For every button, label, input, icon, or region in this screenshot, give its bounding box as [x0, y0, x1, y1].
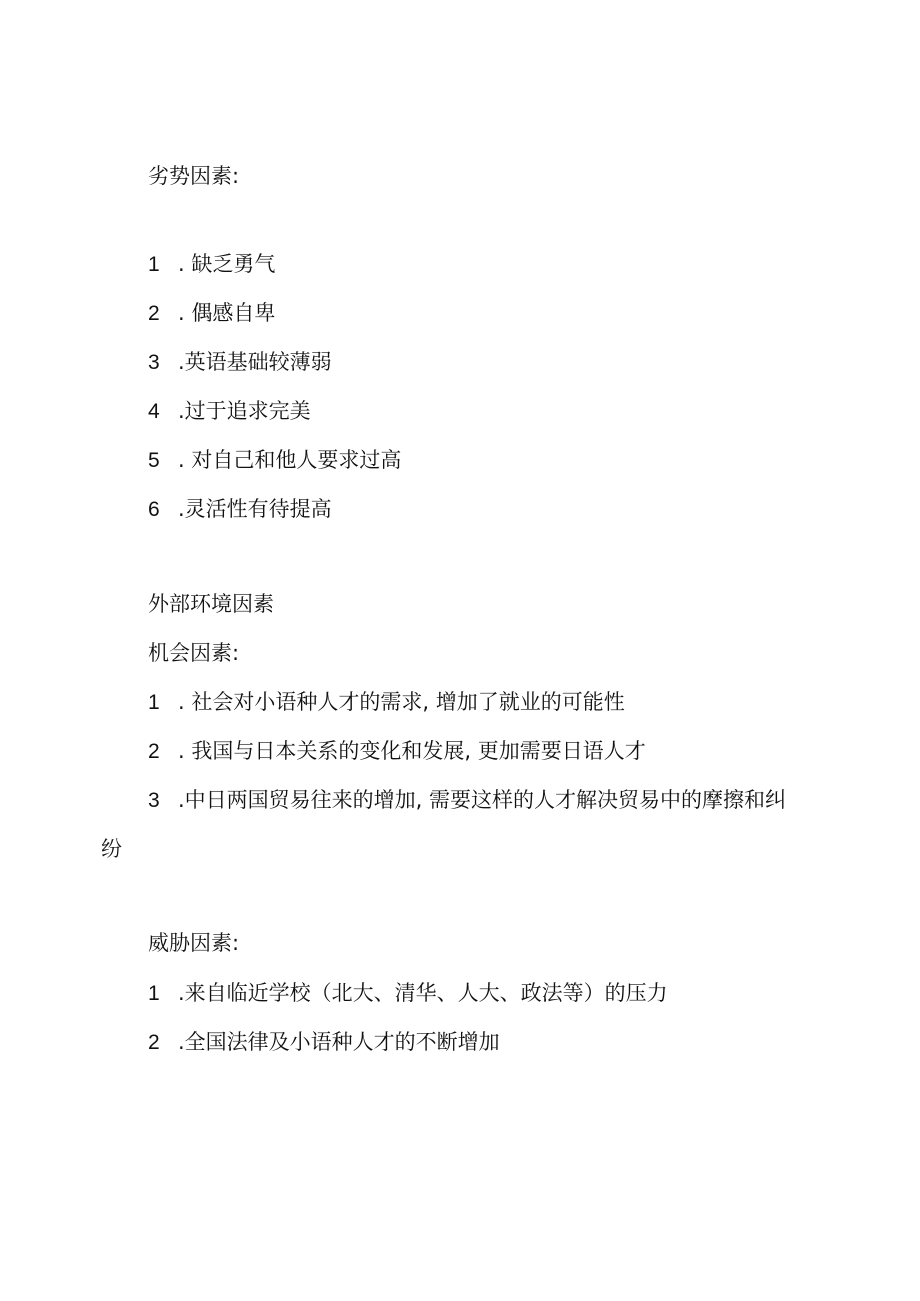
item-text: .中日两国贸易往来的增加, 需要这样的人才解决贸易中的摩擦和纠 [178, 788, 787, 812]
item-number: 2 [148, 302, 160, 325]
item-text: . 社会对小语种人才的需求, 增加了就业的可能性 [178, 690, 625, 714]
item-text: .英语基础较薄弱 [178, 350, 332, 374]
item-text: . 对自己和他人要求过高 [178, 448, 402, 472]
weakness-item-6 [148, 495, 332, 524]
opportunity-item-3 [148, 786, 786, 815]
item-number: 1 [148, 982, 160, 1005]
item-text: .灵活性有待提高 [178, 497, 332, 521]
opportunity-item-3-continuation: 纷 [101, 837, 122, 861]
item-number: 2 [148, 1031, 160, 1054]
item-number: 1 [148, 253, 160, 276]
threat-item-1 [148, 979, 668, 1008]
weakness-item-1 [148, 250, 275, 279]
opportunity-item-1 [148, 688, 625, 717]
threat-heading: 威胁因素: [148, 931, 240, 955]
weakness-heading: 劣势因素: [148, 164, 240, 188]
item-number: 3 [148, 789, 160, 812]
item-number: 2 [148, 740, 160, 763]
item-number: 5 [148, 449, 160, 472]
item-number: 1 [148, 691, 160, 714]
external-heading: 外部环境因素 [148, 592, 274, 616]
opportunity-item-2 [148, 737, 646, 766]
weakness-item-3 [148, 348, 332, 377]
item-text: .全国法律及小语种人才的不断增加 [178, 1030, 500, 1054]
weakness-item-5 [148, 446, 401, 475]
item-text: .过于追求完美 [178, 399, 311, 423]
opportunity-heading: 机会因素: [148, 641, 240, 665]
item-number: 3 [148, 351, 160, 374]
weakness-item-2 [148, 299, 275, 328]
threat-item-2 [148, 1028, 500, 1057]
weakness-item-4 [148, 397, 311, 426]
item-number: 6 [148, 498, 160, 521]
item-text: . 偶感自卑 [178, 301, 276, 325]
item-text: .来自临近学校（北大、清华、人大、政法等）的压力 [178, 981, 668, 1005]
item-number: 4 [148, 400, 160, 423]
item-text: . 缺乏勇气 [178, 252, 276, 276]
item-text: . 我国与日本关系的变化和发展, 更加需要日语人才 [178, 739, 646, 763]
